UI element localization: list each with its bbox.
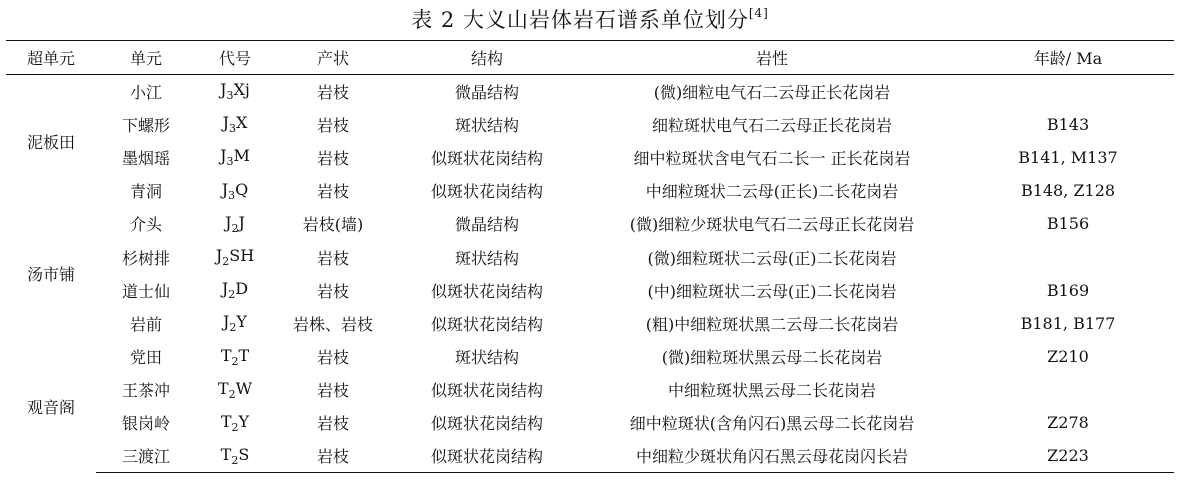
code-subscript: 2 <box>231 354 239 368</box>
age-cell: Z210 <box>1047 347 1089 367</box>
code-suffix: W <box>235 378 253 398</box>
code-suffix: Xj <box>233 80 250 100</box>
table-row <box>6 406 1174 439</box>
table-row <box>6 141 1174 174</box>
texture-cell: 斑状结构 <box>454 115 519 135</box>
code-letter: J <box>221 279 229 299</box>
lithology-cell: 中细粒斑状黑云母二长花岗岩 <box>667 381 876 401</box>
texture-cell: 似斑状花岗结构 <box>430 381 543 401</box>
header-lithology: 岩性 <box>582 41 962 75</box>
header-age: 年龄/ Ma <box>962 41 1174 75</box>
code-letter: J <box>220 80 227 100</box>
lithology-cell: (粗)中细粒斑状黑二云母二长花岗岩 <box>645 314 899 334</box>
unit-cell: 下螺形 <box>121 115 170 135</box>
table-caption <box>0 4 1180 34</box>
unit-cell: 银岗岭 <box>121 414 170 434</box>
code-suffix: S <box>238 444 250 464</box>
texture-cell: 似斑状花岗结构 <box>430 314 543 334</box>
code-letter: T <box>220 345 232 365</box>
unit-cell: 道士仙 <box>121 281 170 301</box>
unit-cell: 墨烟瑶 <box>121 148 170 168</box>
code-cell <box>196 307 274 340</box>
code-letter: J <box>221 179 229 199</box>
table-body <box>6 75 1174 473</box>
table-row <box>6 373 1174 406</box>
lithostratigraphic-units-table <box>6 40 1174 473</box>
table-row <box>6 108 1174 141</box>
lithology-cell: (中)细粒斑状二云母(正)二长花岗岩 <box>647 281 897 301</box>
code-suffix: Q <box>235 179 249 199</box>
code-subscript: 2 <box>231 221 239 235</box>
table-row <box>6 307 1174 340</box>
unit-cell: 青洞 <box>129 182 162 202</box>
texture-cell: 似斑状花岗结构 <box>392 440 582 473</box>
unit-cell: 介头 <box>129 215 162 235</box>
occurrence-cell: 岩枝 <box>316 348 349 368</box>
code-suffix: Y <box>238 411 250 431</box>
super-unit-cell: 汤市铺 <box>26 265 75 285</box>
code-suffix: SH <box>229 245 255 265</box>
code-cell <box>196 274 274 307</box>
age-cell: Z278 <box>1047 413 1089 433</box>
code-subscript: 2 <box>231 454 239 467</box>
age-cell: B156 <box>1046 214 1090 234</box>
table-row <box>6 274 1174 307</box>
occurrence-cell: 岩枝 <box>316 381 349 401</box>
code-subscript: 3 <box>226 89 234 103</box>
texture-cell: 似斑状花岗结构 <box>430 281 543 301</box>
occurrence-cell: 岩枝 <box>316 115 349 135</box>
code-subscript: 2 <box>231 421 239 435</box>
lithology-cell: (微)细粒斑状黑云母二长花岗岩 <box>661 348 883 368</box>
age-cell: B143 <box>1046 114 1090 134</box>
code-subscript: 2 <box>229 321 237 335</box>
texture-cell: 斑状结构 <box>454 248 519 268</box>
table-row <box>6 174 1174 207</box>
code-letter: J <box>222 113 230 133</box>
code-cell <box>196 373 274 406</box>
age-cell <box>962 373 1174 406</box>
code-subscript: 2 <box>228 387 236 401</box>
table-row <box>6 440 1174 473</box>
age-cell: B148, Z128 <box>1020 181 1116 201</box>
code-cell <box>196 340 274 373</box>
header-texture: 结构 <box>392 41 582 75</box>
table-row <box>6 207 1174 240</box>
code-subscript: 2 <box>222 255 230 269</box>
code-cell <box>196 207 274 240</box>
code-suffix: M <box>233 146 250 166</box>
texture-cell: 似斑状花岗结构 <box>430 414 543 434</box>
code-letter: T <box>217 378 229 398</box>
code-suffix: T <box>238 345 250 365</box>
age-cell <box>962 75 1174 108</box>
texture-cell: 似斑状花岗结构 <box>430 182 543 202</box>
code-letter: J <box>215 245 223 265</box>
table-row <box>6 240 1174 273</box>
header-code: 代号 <box>196 41 274 75</box>
code-suffix: X <box>236 113 248 133</box>
code-cell <box>196 108 274 141</box>
code-suffix: D <box>235 279 249 299</box>
table-header <box>6 41 1174 75</box>
code-cell <box>196 75 274 108</box>
age-cell: Z223 <box>962 440 1174 473</box>
lithology-cell: 中细粒少斑状角闪石黑云母花岗闪长岩 <box>582 440 962 473</box>
occurrence-cell: 岩枝 <box>316 182 349 202</box>
code-subscript: 3 <box>229 122 237 136</box>
caption-reference: [4] <box>748 6 769 20</box>
code-cell <box>196 174 274 207</box>
occurrence-cell: 岩枝 <box>274 440 392 473</box>
code-letter: J <box>225 212 232 232</box>
caption-text: 表 2 大义山岩体岩石谱系单位划分 <box>411 8 749 32</box>
age-cell: B141, M137 <box>1018 147 1118 167</box>
code-cell <box>196 240 274 273</box>
occurrence-cell: 岩枝 <box>316 248 349 268</box>
occurrence-cell: 岩枝 <box>316 82 349 102</box>
code-letter: T <box>220 411 232 431</box>
code-subscript: 2 <box>228 288 236 302</box>
code-subscript: 3 <box>228 188 236 202</box>
code-suffix: J <box>238 212 245 232</box>
code-letter: J <box>223 312 230 332</box>
code-letter: T <box>220 444 232 464</box>
header-row <box>6 41 1174 75</box>
unit-cell: 杉树排 <box>121 248 170 268</box>
age-cell: B169 <box>1046 280 1090 300</box>
age-cell: B181, B177 <box>1020 313 1116 333</box>
lithology-cell: 中细粒斑状二云母(正长)二长花岗岩 <box>645 182 899 202</box>
super-unit-cell: 泥板田 <box>26 132 75 152</box>
header-occurrence: 产状 <box>274 41 392 75</box>
occurrence-cell: 岩枝 <box>316 148 349 168</box>
unit-cell: 小江 <box>129 82 162 102</box>
code-cell <box>196 440 274 473</box>
texture-cell: 微晶结构 <box>454 82 519 102</box>
texture-cell: 微晶结构 <box>454 215 519 235</box>
header-super-unit: 超单元 <box>6 41 96 75</box>
occurrence-cell: 岩枝 <box>316 414 349 434</box>
code-letter: J <box>220 146 227 166</box>
table-row <box>6 75 1174 108</box>
lithology-cell: (微)细粒电气石二云母正长花岗岩 <box>653 82 891 102</box>
unit-cell: 三渡江 <box>96 440 196 473</box>
lithology-cell: 细中粒斑状(含角闪石)黑云母二长花岗岩 <box>629 414 915 434</box>
texture-cell: 似斑状花岗结构 <box>430 148 543 168</box>
occurrence-cell: 岩株、岩枝 <box>292 314 373 334</box>
table-row <box>6 340 1174 373</box>
texture-cell: 斑状结构 <box>454 348 519 368</box>
lithology-cell: (微)细粒斑状二云母(正)二长花岗岩 <box>647 248 897 268</box>
occurrence-cell: 岩枝(墙) <box>302 215 364 235</box>
code-cell <box>196 406 274 439</box>
super-unit-cell: 观音阁 <box>26 397 75 417</box>
unit-cell: 党田 <box>129 348 162 368</box>
unit-cell: 岩前 <box>129 314 162 334</box>
code-suffix: Y <box>236 312 247 332</box>
lithology-cell: 细粒斑状电气石二云母正长花岗岩 <box>651 115 892 135</box>
header-unit: 单元 <box>96 41 196 75</box>
age-cell <box>962 240 1174 273</box>
code-subscript: 3 <box>226 155 234 169</box>
unit-cell: 王茶冲 <box>121 381 170 401</box>
lithology-cell: (微)细粒少斑状电气石二云母正长花岗岩 <box>629 215 915 235</box>
code-cell <box>196 141 274 174</box>
occurrence-cell: 岩枝 <box>316 281 349 301</box>
lithology-cell: 细中粒斑状含电气石二长一 正长花岗岩 <box>633 148 911 168</box>
